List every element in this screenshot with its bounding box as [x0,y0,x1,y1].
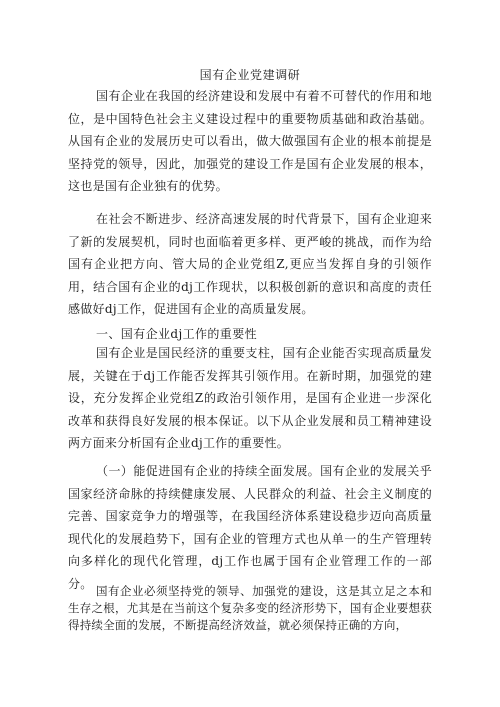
document-title: 国有企业党建调研 [199,68,301,82]
paragraph-importance: 国有企业是国民经济的重要支柱，国有企业能否实现高质量发展，关键在于dj工作能否发挥其引领作用。在新时期，加强党的建设，充分发挥企业党组Z的政治引领作用，是国有企业进一步深化改革和获得良好发展的根本保证。以下从企业发展和员工精神建设两方面来分析国有企业dj工作的重要性。 [68,346,432,451]
paragraph-party-leadership: 国有企业必须坚持党的领导、加强党的建设，这是其立足之本和生存之根，尤其是在当前这个复杂多变的经济形势下，国有企业要想获得持续全面的发展，不断提高经济效益，就必须保持正确的方向， [68,584,432,632]
paragraph-subsection-1: （一）能促进国有企业的持续全面发展。国有企业的发展关乎国家经济命脉的持续健康发展、人民群众的利益、社会主义制度的完善、国家竞争力的增强等，在我国经济体系建设稳步迈向高质量现代化的发展趋势下，国有企业的管理方式也从单一的生产管理转向多样化的现代化管理，dj工作也属于国有企业管理工作的一部分。 [68,464,432,591]
paragraph-intro: 国有企业在我国的经济建设和发展中有着不可替代的作用和地位，是中国特色社会主义建设过程中的重要物质基础和政治基础。从国有企业的发展历史可以看出，做大做强国有企业的根本前提是坚持党的领导，因此，加强党的建设工作是国有企业发展的根本，这也是国有企业独有的优势。 [68,89,432,194]
section-heading: 一、国有企业dj工作的重要性 [96,327,258,341]
paragraph-context: 在社会不断进步、经济高速发展的时代背景下，国有企业迎来了新的发展契机，同时也面临着更多样、更严峻的挑战，而作为给国有企业把方向、管大局的企业党组Z,更应当发挥自身的引领作用，结合国有企业的dj工作现状，以积极创新的意识和高度的责任感做好dj工作，促进国有企业的高质量发展。 [68,212,432,317]
